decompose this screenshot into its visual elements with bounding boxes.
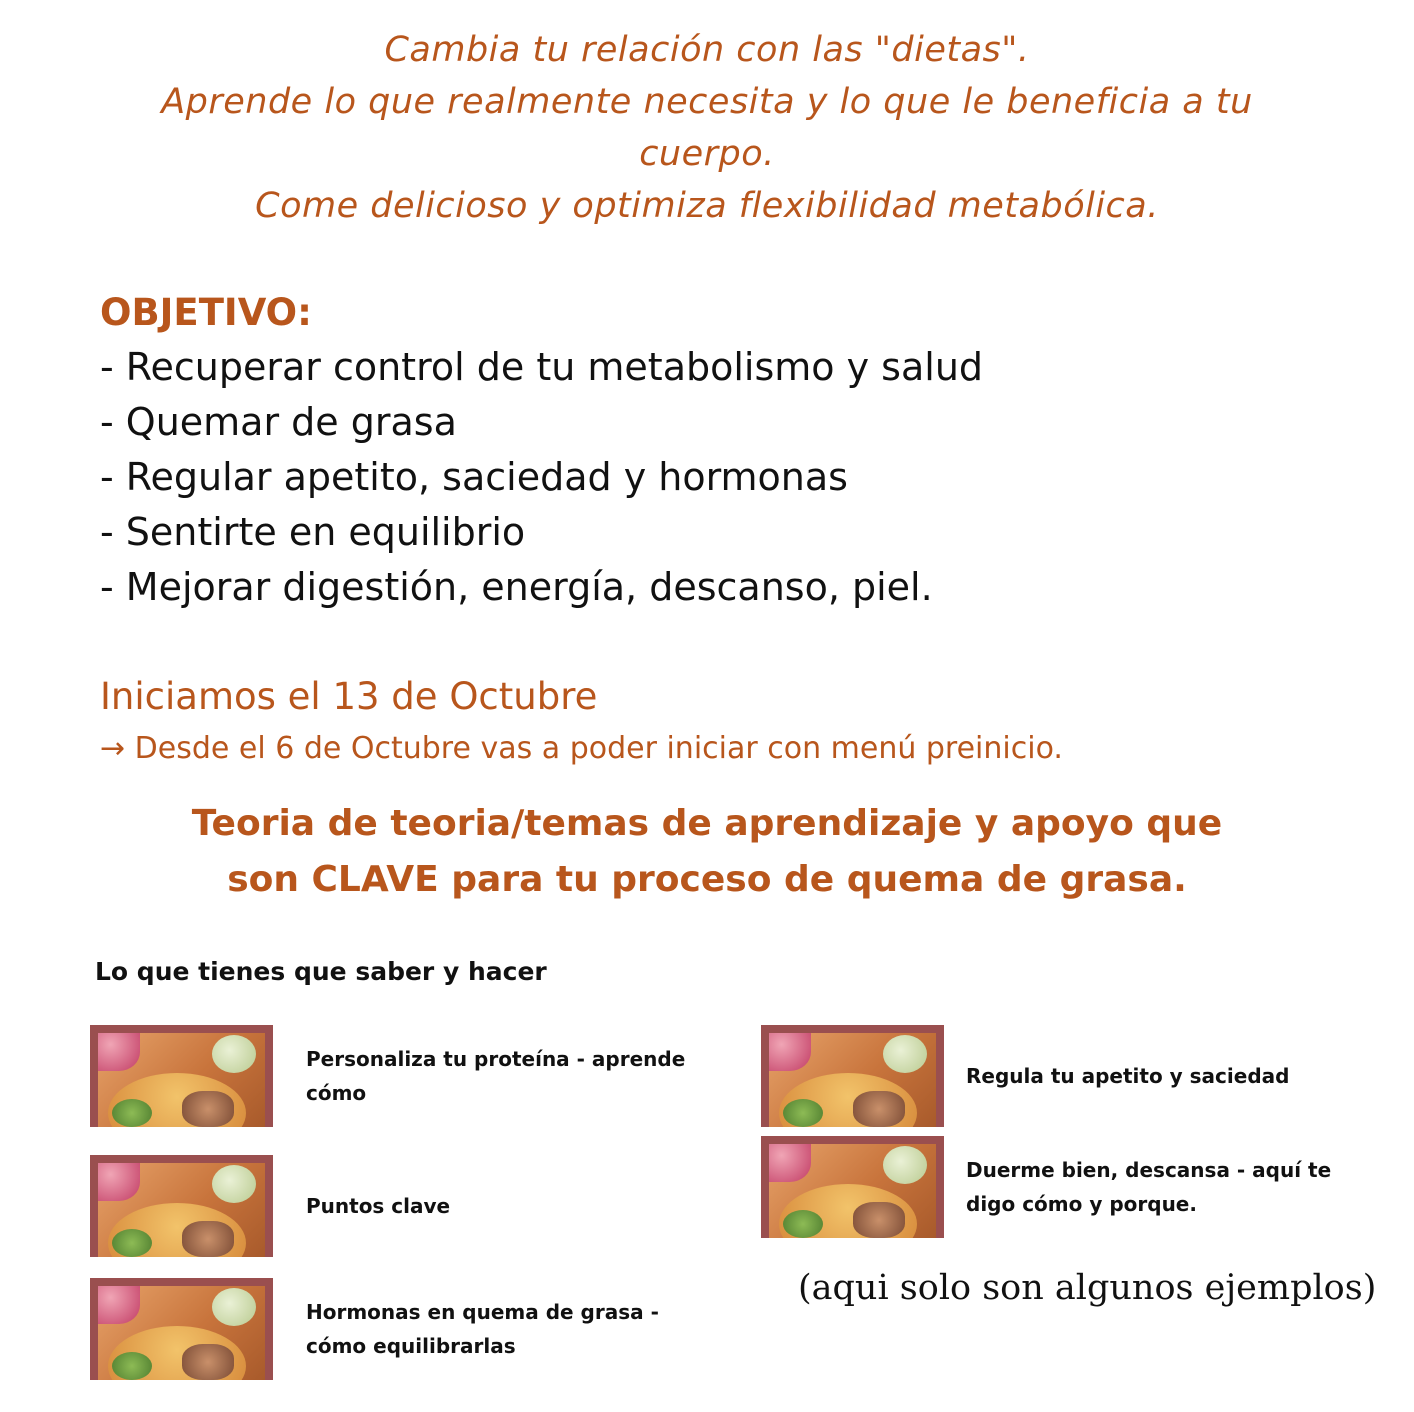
lesson-label bbox=[966, 1059, 1289, 1093]
objective-item: - Regular apetito, saciedad y hormonas bbox=[100, 455, 848, 499]
lesson-label-line: cómo equilibrarlas bbox=[306, 1334, 516, 1358]
lesson-card[interactable] bbox=[761, 1025, 1289, 1127]
lesson-label-line: Hormonas en quema de grasa - bbox=[306, 1300, 659, 1324]
intro-line: Aprende lo que realmente necesita y lo que le beneficia a tu bbox=[161, 82, 1253, 122]
lesson-label bbox=[306, 1189, 450, 1223]
objective-item: - Recuperar control de tu metabolismo y salud bbox=[100, 345, 984, 389]
lesson-label-line: Puntos clave bbox=[306, 1194, 451, 1218]
lesson-label bbox=[306, 1042, 685, 1110]
pre-start-note: → Desde el 6 de Octubre vas a poder iniciar con menú preinicio. bbox=[100, 731, 1063, 766]
food-plate-image bbox=[761, 1025, 944, 1127]
lesson-label-line: Personaliza tu proteína - aprende bbox=[306, 1047, 686, 1071]
examples-note: (aqui solo son algunos ejemplos) bbox=[798, 1268, 1377, 1308]
objective-list bbox=[100, 340, 983, 615]
intro-line: cuerpo. bbox=[639, 134, 775, 174]
food-plate-image bbox=[761, 1136, 944, 1238]
intro-text bbox=[80, 24, 1334, 232]
objective-item: - Sentirte en equilibrio bbox=[100, 510, 526, 554]
lesson-label-line: Duerme bien, descansa - aquí te bbox=[966, 1158, 1332, 1182]
food-plate-image bbox=[90, 1278, 273, 1380]
start-date: Iniciamos el 13 de Octubre bbox=[100, 675, 598, 718]
objective-item: - Quemar de grasa bbox=[100, 400, 457, 444]
intro-line: Cambia tu relación con las "dietas". bbox=[384, 30, 1030, 70]
lesson-card[interactable] bbox=[90, 1025, 685, 1127]
lesson-label-line: digo cómo y porque. bbox=[966, 1192, 1197, 1216]
lesson-card[interactable] bbox=[761, 1136, 1331, 1238]
key-line: son CLAVE para tu proceso de quema de grasa. bbox=[227, 859, 1187, 900]
food-plate-image bbox=[90, 1025, 273, 1127]
lesson-label bbox=[966, 1153, 1331, 1221]
lessons-title: Lo que tienes que saber y hacer bbox=[95, 957, 547, 986]
intro-line: Come delicioso y optimiza flexibilidad metabólica. bbox=[255, 186, 1159, 226]
lesson-label-line: Regula tu apetito y saciedad bbox=[966, 1064, 1290, 1088]
key-statement bbox=[80, 796, 1334, 908]
lesson-label-line: cómo bbox=[306, 1081, 367, 1105]
lesson-label bbox=[306, 1295, 659, 1363]
objective-item: - Mejorar digestión, energía, descanso, piel. bbox=[100, 565, 933, 609]
food-plate-image bbox=[90, 1155, 273, 1257]
objective-title: OBJETIVO: bbox=[100, 291, 312, 334]
key-line: Teoria de teoria/temas de aprendizaje y apoyo que bbox=[191, 803, 1223, 844]
lesson-card[interactable] bbox=[90, 1155, 450, 1257]
lesson-card[interactable] bbox=[90, 1278, 659, 1380]
